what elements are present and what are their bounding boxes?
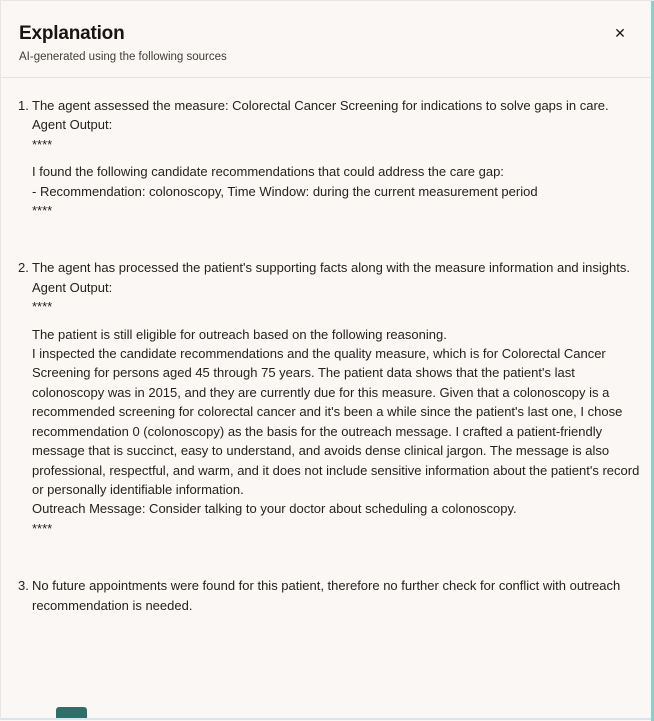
- agent-output-text: I found the following candidate recommendations that could address the care gap: - Recommendation: colonoscopy, Time Window: during the current measurement period ****: [32, 164, 538, 219]
- list-item-body: [32, 96, 642, 220]
- list-item-number: 1.: [18, 98, 29, 113]
- page-title: Explanation: [19, 23, 125, 44]
- list-item-number: 3.: [18, 578, 29, 594]
- agent-step-text: The agent assessed the measure: Colorectal Cancer Screening for indications to solve gaps in care. Agent Output: ****: [32, 98, 609, 152]
- agent-output-text: The patient is still eligible for outreach based on the following reasoning. I inspected the candidate recommendations and the quality measure, which is for Colorectal Cancer Screening for persons aged 45 through 75 years. The patient data shows that the patient's last colonoscopy was in 2015, and they are currently due for this measure. Given that a colonoscopy is a recommended screening for colorectal cancer and it's been a while since the patient's last one, I chose recommendation 0 (colonoscopy) as the basis for the outreach message. I crafted a patient-friendly message that is succinct, easy to understand, and avoids dense clinical jargon. The message is also professional, respectful, and warm, and it does not include sensitive information about the patient's record or personally identifiable information. Outreach Message: Consider talking to your doctor about scheduling a colonoscopy. ****: [32, 326, 640, 536]
- close-icon: ✕: [614, 25, 626, 41]
- list-item-2: [18, 258, 642, 538]
- agent-step-text: No future appointments were found for this patient, therefore no further check for conflict with outreach recommendation is needed.: [32, 578, 621, 613]
- panel-header: [1, 1, 654, 78]
- close-button[interactable]: [610, 23, 630, 43]
- list-item-number: 2.: [18, 260, 29, 276]
- list-item-body: [32, 258, 642, 538]
- explanation-list: [1, 78, 654, 615]
- list-item-1: [18, 96, 642, 220]
- agent-step-text: The agent has processed the patient's supporting facts along with the measure information and insights. Agent Output: ****: [32, 260, 630, 315]
- ai-generated-subtitle: AI-generated using the following sources: [19, 51, 227, 63]
- list-item-body: [32, 576, 642, 615]
- list-item-3: [18, 576, 642, 615]
